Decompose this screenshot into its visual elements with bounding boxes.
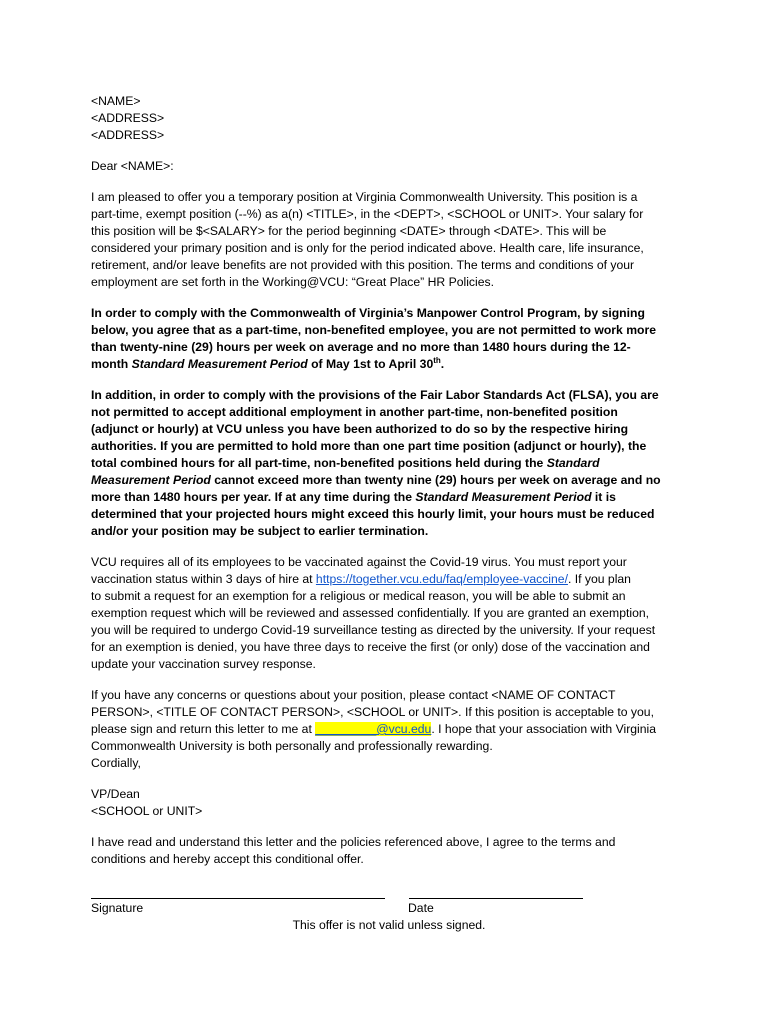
vaccination-paragraph [91,554,687,673]
manpower-line: below, you agree that as a part-time, non-benefited employee, you are not permitted to work more [91,323,657,337]
contact-line: Commonwealth University is both personally and professionally rewarding. [91,739,493,753]
sender-block [91,786,687,820]
vaccination-line [91,571,687,588]
date-line[interactable] [409,890,583,899]
employee-vaccine-link[interactable]: https://together.vcu.edu/faq/employee-vaccine/ [315,572,568,586]
contact-line: PERSON>, <TITLE OF CONTACT PERSON>, <SCHOOL or UNIT>. If this position is acceptable to you, [91,705,654,719]
recipient-name: <NAME> [91,94,141,108]
emphasis-text: Measurement Period [91,473,211,487]
text-run: of May 1st to April 30 [307,357,434,371]
flsa-paragraph [91,387,687,540]
recipient-address [91,93,687,144]
emphasis-text: Standard [546,456,600,470]
flsa-line [91,489,687,506]
contact-paragraph [91,687,687,772]
manpower-control-paragraph [91,305,687,373]
emphasis-text: Standard Measurement Period [131,357,308,371]
signature-row [91,890,687,924]
text-run: month [91,357,132,371]
flsa-line: authorities. If you are permitted to hold more than one part time position (adjunct or hourly), the [91,439,647,453]
text-run: more than 1480 hours per year. If at any time during the [91,490,416,504]
sender-title: VP/Dean [91,787,140,801]
acceptance-line: conditions and hereby accept this conditional offer. [91,852,364,866]
vaccination-line: update your vaccination survey response. [91,657,316,671]
offer-line: considered your primary position and is only for the period indicated above. Health care, life insurance, [91,241,644,255]
vaccination-line: for an exemption is denied, you have three days to receive the first (or only) dose of the vaccination and [91,640,650,654]
sender-unit: <SCHOOL or UNIT> [91,804,203,818]
manpower-line: In order to comply with the Commonwealth of Virginia’s Manpower Control Program, by signing [91,306,645,320]
signature-line[interactable] [91,890,385,899]
vaccination-line: you will be required to undergo Covid-19 surveillance testing as directed by the university. If your request [91,623,656,637]
vaccination-line: VCU requires all of its employees to be vaccinated against the Covid-19 virus. You must report your [91,555,627,569]
manpower-line [91,356,687,373]
text-run: vaccination status within 3 days of hire at [91,572,316,586]
signature-label: Signature [91,901,144,915]
contact-line: If you have any concerns or questions about your position, please contact <NAME OF CONTACT [91,688,616,702]
offer-line: employment are set forth in the Working@VCU: “Great Place” HR Policies. [91,275,494,289]
vaccination-line: exemption request which will be reviewed and assessed confidentially. If you are granted an exemption, [91,606,650,620]
offer-line: part-time, exempt position (--%) as a(n) <TITLE>, in the <DEPT>, <SCHOOL or UNIT>. Your salary for [91,207,644,221]
flsa-line: (adjunct or hourly) at VCU unless you have been authorized to do so by the respective hiring [91,422,629,436]
offer-line: I am pleased to offer you a temporary position at Virginia Commonwealth University. This position is a [91,190,638,204]
emphasis-text: Standard Measurement Period [415,490,592,504]
flsa-line [91,455,687,472]
offer-line: retirement, and/or leave benefits are not provided with this position. The terms and conditions of your [91,258,635,272]
recipient-address-line-2: <ADDRESS> [91,128,165,142]
flsa-line: In addition, in order to comply with the provisions of the Fair Labor Standards Act (FLSA), you are [91,388,659,402]
text-run: total combined hours for all part-time, non-benefited positions held during the [91,456,547,470]
date-label: Date [408,901,434,915]
contact-line [91,721,687,738]
text-run: cannot exceed more than twenty nine (29) hours per week on average and no [210,473,661,487]
flsa-line: not permitted to accept additional employment in another part-time, non-benefited position [91,405,618,419]
text-run: . I hope that your association with Virginia [431,722,657,736]
text-run: please sign and return this letter to me at [91,722,316,736]
closing-salutation: Cordially, [91,756,141,770]
flsa-line: and/or your position may be subject to earlier termination. [91,524,429,538]
superscript-text: th [433,355,441,365]
acceptance-paragraph [91,834,687,868]
text-run: . If you plan [567,572,631,586]
offer-line: this position will be $<SALARY> for the period beginning <DATE> through <DATE>. This will be [91,224,607,238]
recipient-address-line-1: <ADDRESS> [91,111,165,125]
text-run: it is [591,490,616,504]
vaccination-line: to submit a request for an exemption for a religious or medical reason, you will be able to submit an [91,589,626,603]
salutation-text: Dear <NAME>: [91,159,174,173]
salutation [91,158,687,175]
acceptance-line: I have read and understand this letter and the policies referenced above, I agree to the terms and [91,835,616,849]
text-run: . [440,357,445,371]
validity-note: This offer is not valid unless signed. [292,918,486,932]
letter-page [91,93,687,934]
offer-paragraph [91,189,687,291]
flsa-line: determined that your projected hours might exceed this hourly limit, your hours must be reduced [91,507,655,521]
manpower-line: than twenty-nine (29) hours per week on average and no more than 1480 hours during the 12- [91,340,631,354]
flsa-line [91,472,687,489]
return-email-link[interactable]: _________@vcu.edu [315,722,432,736]
